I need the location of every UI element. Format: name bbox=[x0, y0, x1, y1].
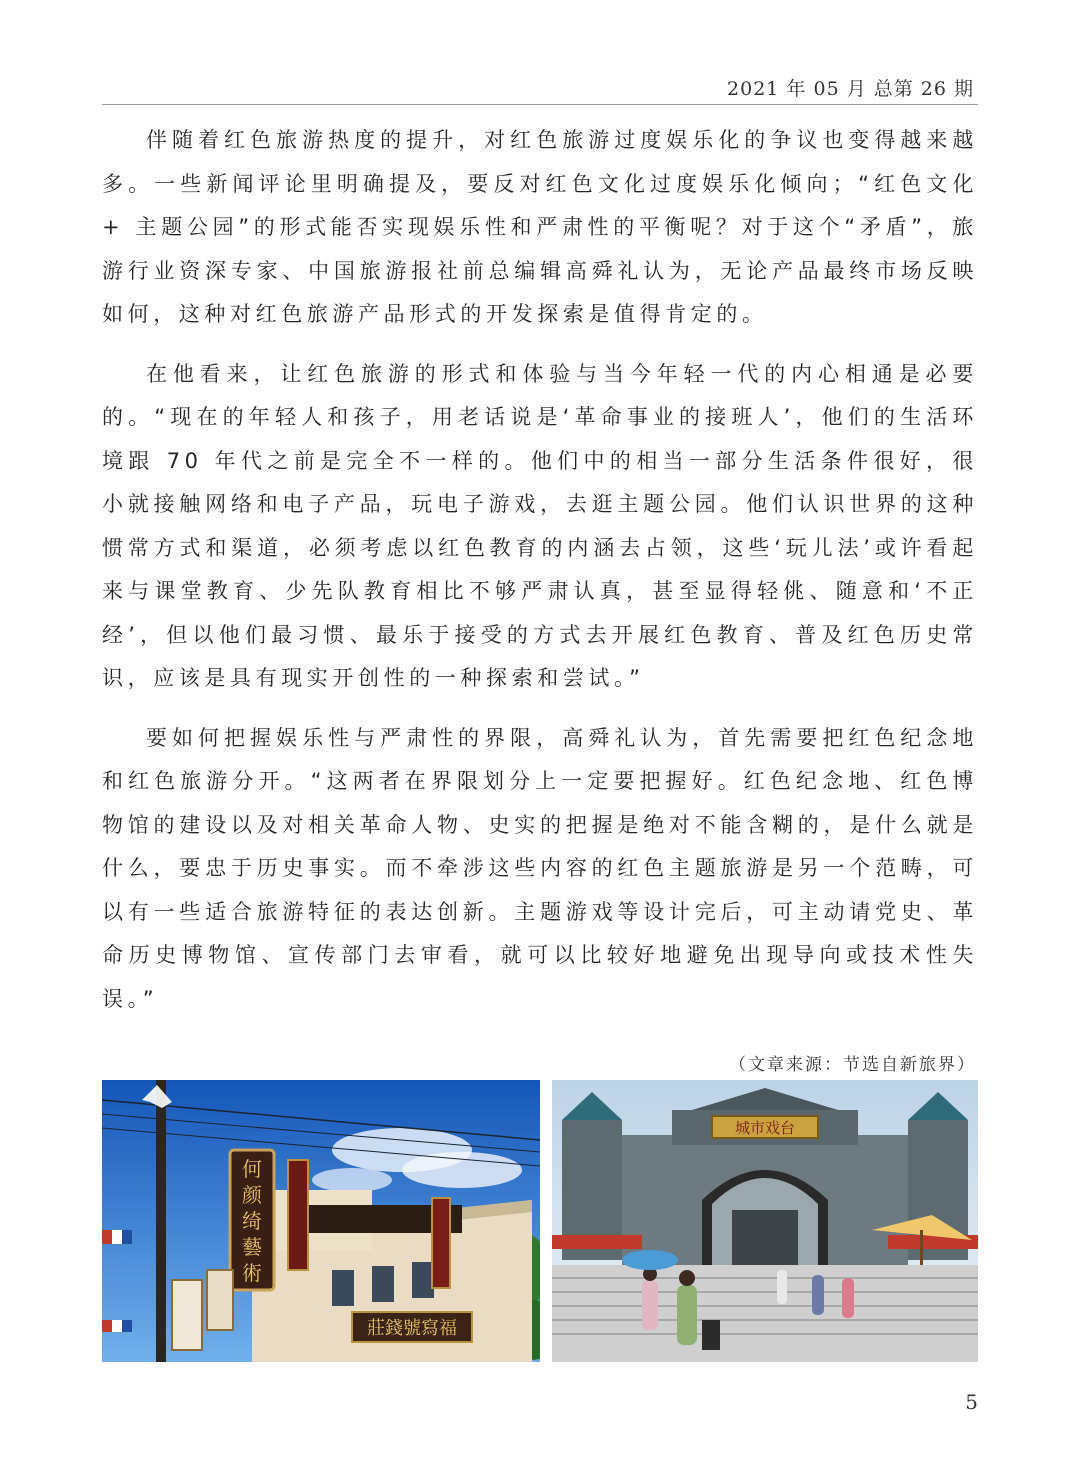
paragraph-2: 在他看来，让红色旅游的形式和体验与当今年轻一代的内心相通是必要的。“现在的年轻人和孩子，用老话说是‘革命事业的接班人’，他们的生活环境跟 70 年代之前是完全不一样的。他们中的相当一部分生活条件很好，很小就接触网络和电子产品，玩电子游戏，去逛主题公园。他们认识世界的这种惯常方式和渠道，必须考虑以红色教育的内涵去占领，这些‘玩儿法’或许看起来与课堂教育、少先队教育相比不够严肃认真，甚至显得轻佻、随意和‘不正经’，但以他们最习惯、最乐于接受的方式去开展红色教育、普及红色历史常识，应该是具有现实开创性的一种探索和尝试。” bbox=[102, 361, 978, 690]
street-photo-illustration bbox=[102, 1080, 540, 1362]
shop-sign-text: 莊錢號寫福 bbox=[367, 1318, 457, 1339]
article-body bbox=[102, 119, 978, 1037]
paragraph-1: 伴随着红色旅游热度的提升，对红色旅游过度娱乐化的争议也变得越来越多。一些新闻评论里明确提及，要反对红色文化过度娱乐化倾向；“红色文化 + 主题公园”的形式能否实现娱乐性和严肃性的平衡呢？对于这个“矛盾”，旅游行业资深专家、中国旅游报社前总编辑高舜礼认为，无论产品最终市场反映如何，这种对红色旅游产品形式的开发探索是值得肯定的。 bbox=[102, 128, 978, 326]
article-source: （文章来源：节选自新旅界） bbox=[729, 1055, 976, 1075]
sign-char-2: 颜 bbox=[242, 1183, 262, 1207]
page-number: 5 bbox=[965, 1390, 978, 1414]
sign-char-3: 绮 bbox=[242, 1209, 262, 1233]
issue-label: 2021 年 05 月 总第 26 期 bbox=[727, 78, 974, 100]
page-header bbox=[102, 70, 978, 105]
photo-park-gate bbox=[552, 1080, 978, 1362]
gate-photo-illustration bbox=[552, 1080, 978, 1362]
sign-char-4: 藝 bbox=[242, 1235, 262, 1259]
gate-sign-text: 城市戏台 bbox=[734, 1119, 796, 1137]
sign-char-5: 術 bbox=[242, 1261, 262, 1285]
sign-char-1: 何 bbox=[242, 1157, 262, 1181]
photo-street-signs bbox=[102, 1080, 540, 1362]
paragraph-3: 要如何把握娱乐性与严肃性的界限，高舜礼认为，首先需要把红色纪念地和红色旅游分开。“这两者在界限划分上一定要把握好。红色纪念地、红色博物馆的建设以及对相关革命人物、史实的把握是绝对不能含糊的，是什么就是什么，要忠于历史事实。而不牵涉这些内容的红色主题旅游是另一个范畴，可以有一些适合旅游特征的表达创新。主题游戏等设计完后，可主动请党史、革命历史博物馆、宣传部门去审看，就可以比较好地避免出现导向或技术性失误。” bbox=[102, 725, 978, 1011]
